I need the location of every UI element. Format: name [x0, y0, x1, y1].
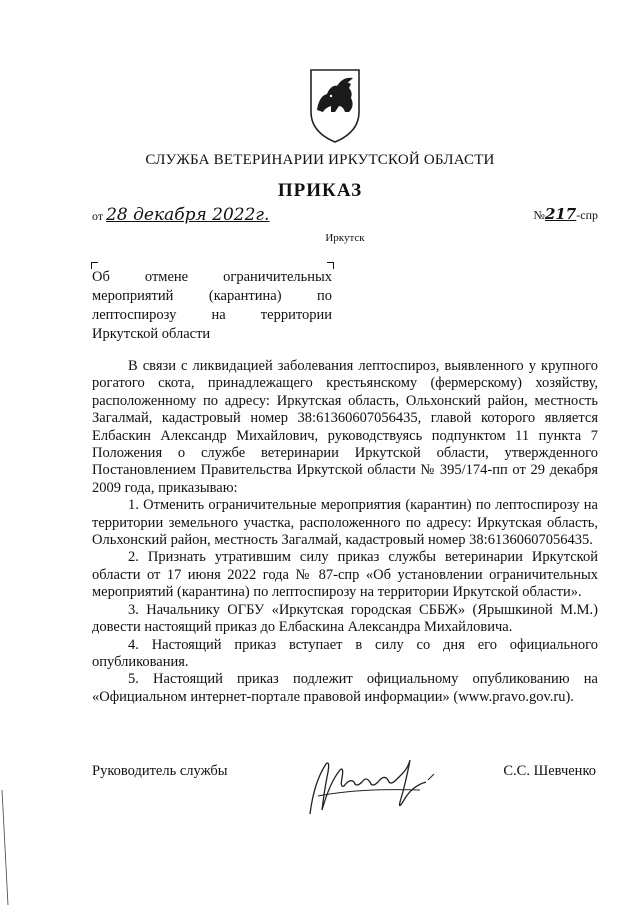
date-handwritten: 28 декабря 2022г.: [106, 205, 270, 225]
body-item-3: 3. Начальнику ОГБУ «Иркутская городская СББЖ» (Ярышкиной М.М.) довести настоящий приказ до Елбаскина Александра Михайловича.: [92, 601, 598, 636]
handwritten-signature: [300, 752, 450, 822]
organization-title: СЛУЖБА ВЕТЕРИНАРИИ ИРКУТСКОЙ ОБЛАСТИ: [145, 152, 495, 168]
signer-role: Руководитель службы: [92, 763, 228, 779]
date-prefix: от: [92, 209, 104, 223]
document-date: [92, 205, 269, 225]
scan-margin-mark: [0, 790, 20, 905]
number-prefix: №: [533, 208, 545, 222]
body-item-5: 5. Настоящий приказ подлежит официальному опубликованию на «Официальном интернет-портале правовой информации» (www.pravo.gov.ru).: [92, 671, 598, 705]
document-subject: Об отмене ограничительных мероприятий (карантина) по лептоспирозу на территории Иркутской области: [92, 269, 332, 342]
body-item-2: 2. Признать утратившим силу приказ службы ветеринарии Иркутской области от 17 июня 2022 года № 87-спр «Об установлении ограничительных мероприятий (карантина) по лептоспирозу на территории Иркутской области».: [92, 549, 598, 601]
body-item-1: 1. Отменить ограничительные мероприятия (карантин) по лептоспирозу на территории земельного участка, расположенного по адресу: Иркутская область, Ольхонский район, местность Загалмай, кадастровый номер 38:61360607056435.: [92, 497, 598, 549]
document-city: Иркутск: [325, 232, 365, 244]
coat-of-arms-icon: [305, 66, 365, 146]
body-preamble: В связи с ликвидацией заболевания лептоспироз, выявленного у крупного рогатого скота, принадлежащего крестьянскому (фермерскому) хозяйству, расположенному по адресу: Иркутская область, Ольхонский район, местность Загалмай, кадастровый номер 38:61360607056435, главой которого является Елбаскин Александр Михайлович, руководствуясь подпунктом 11 пункта 7 Положения о службе ветеринарии Иркутской области, утвержденного Постановлением Правительства Иркутской области № 395/174-пп от 29 декабря 2009 года, приказываю:: [92, 358, 598, 496]
document-body: [92, 358, 598, 706]
document-number: [533, 205, 598, 223]
body-item-4: 4. Настоящий приказ вступает в силу со дня его официального опубликования.: [92, 636, 598, 670]
signer-name: С.С. Шевченко: [503, 763, 596, 779]
number-handwritten: 217: [544, 205, 577, 223]
document-type: ПРИКАЗ: [277, 180, 363, 201]
number-suffix: -спр: [576, 208, 598, 222]
